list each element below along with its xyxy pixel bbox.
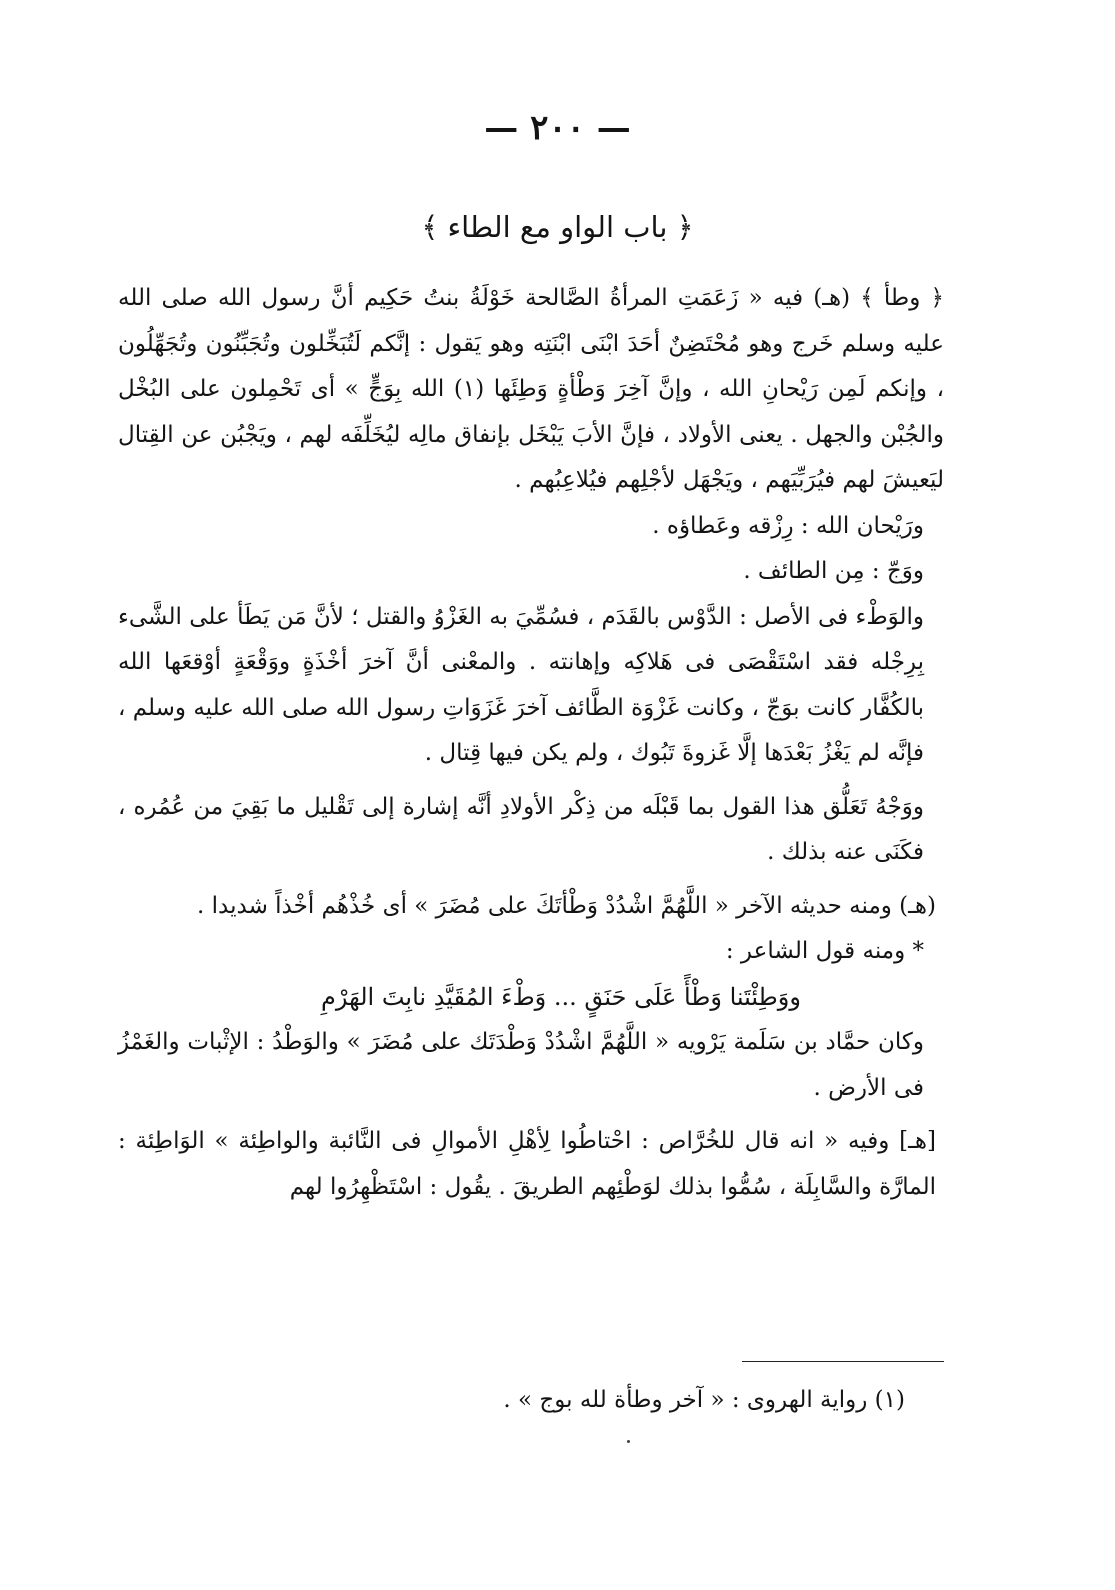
printing-dot bbox=[627, 1440, 630, 1443]
footnote-divider bbox=[742, 1361, 944, 1362]
main-text bbox=[118, 276, 944, 1210]
chapter-title: ﴿ باب الواو مع الطاء ﴾ bbox=[421, 210, 694, 244]
footnote: (١) رواية الهروى : « آخر وطأة لله بوج » . bbox=[503, 1387, 905, 1413]
definition-line: ووَجّ : مِن الطائف . bbox=[743, 558, 924, 584]
hadith-paragraph: (هـ) ومنه حديثه الآخر « اللَّهُمَّ اشْدُدْ وَطْأتَكَ على مُضَرَ » أى خُذْهُم أخْذاً شديدا . bbox=[197, 892, 936, 919]
hadith-paragraph: [هـ] وفيه « انه قال للخُرَّاص : احْتاطُوا لِأهْلِ الأموالِ فى النَّائبة والواطِئة » الوَاطِئة : المارَّة والسَّابِلَة ، سُمُّوا بذلك لوَطْئِهم الطريقَ . يقُول : اسْتَظْهِرُوا لهم bbox=[118, 1128, 936, 1200]
explanation-paragraph: ووَجْهُ تَعَلُّق هذا القول بما قَبْلَه من ذِكْر الأولادِ أنَّه إشارة إلى تَقْليل ما بَقِيَ من عُمُره ، فكَنَى عنه بذلك . bbox=[118, 793, 924, 865]
page-number: — ٢٠٠ — bbox=[484, 108, 631, 148]
poetry-verse: ووَطِئْتَنا وَطْأً عَلَى حَنَقٍ ... وَطْءَ المُقَيَّدِ نابِتَ الهَرْمِ bbox=[321, 982, 801, 1011]
entry-paragraph: ﴿ وطأ ﴾ (هـ) فيه « زَعَمَتِ المرأةُ الصَّالحة خَوْلَةُ بنتُ حَكِيم أنَّ رسول الله صلى الله عليه وسلم خَرج وهو مُحْتَضِنٌ أحَدَ ابْنَى ابْنَتِه وهو يَقول : إنَّكم لَتُبَخِّلون وتُجَبِّنُون وتُجَهِّلُون ، وإنكم لَمِن رَيْحانِ الله ، وإنَّ آخِرَ وَطْأةٍ وَطِئَها (١) الله بِوَجٍّ » أى تَحْمِلون على البُخْل والجُبْن والجهل . يعنى الأولاد ، فإنَّ الأبَ يَبْخَل بإنفاق مالِه ليُخَلِّفَه لهم ، ويَجْبُن عن القِتال ليَعيشَ لهم فيُرَبِّيَهم ، ويَجْهَل لأجْلِهم فيُلاعِبُهم . bbox=[118, 285, 944, 493]
poetry-intro: * ومنه قول الشاعر : bbox=[725, 938, 924, 964]
explanation-paragraph: والوَطْء فى الأصل : الدَّوْس بالقَدَم ، فسُمِّيَ به الغَزْوُ والقتل ؛ لأنَّ مَن يَطَأ على الشَّىء بِرِجْله فقد اسْتَقْصَى فى هَلاكِه وإهانته . والمعْنى أنَّ آخرَ أخْذَةٍ ووَقْعَةٍ أوْقعَها الله بالكُفَّار كانت بوَجّ ، وكانت غَزْوَة الطَّائف آخرَ غَزَوَاتِ رسول الله صلى الله عليه وسلم ، فإنَّه لم يَغْزُ بَعْدَها إلَّا غَزوةَ تَبُوك ، ولم يكن فيها قِتال . bbox=[118, 603, 924, 766]
explanation-paragraph: وكان حمَّاد بن سَلَمة يَرْويه « اللَّهُمَّ اشْدُدْ وَطْدَتَك على مُضَرَ » والوَطْدُ : الإثْبات والغَمْزُ فى الأرض . bbox=[118, 1029, 924, 1101]
definition-line: ورَيْحان الله : رِزْقه وعَطاؤه . bbox=[652, 512, 924, 539]
